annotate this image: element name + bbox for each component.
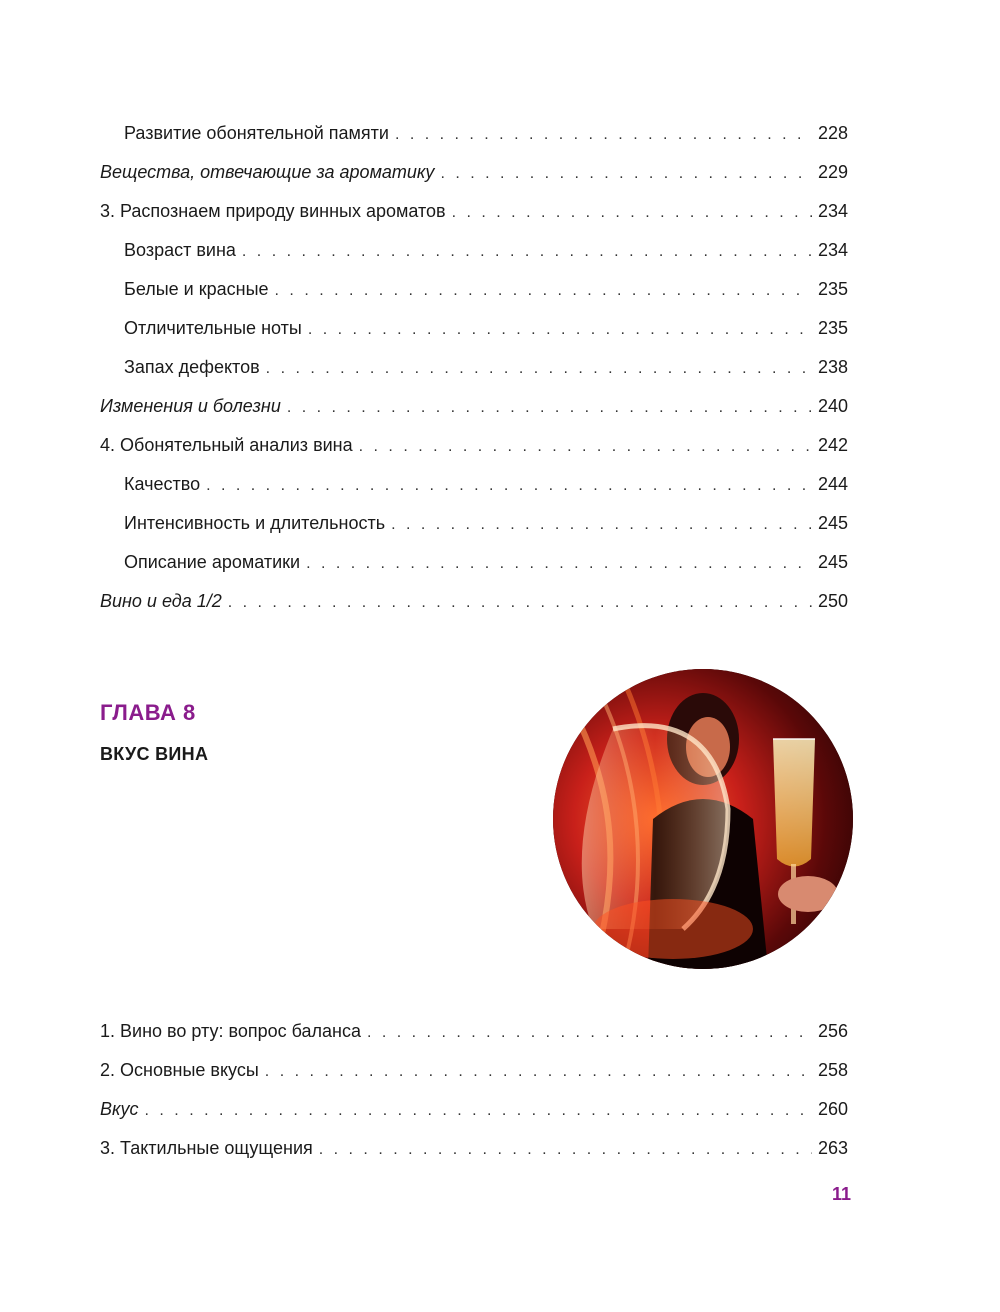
toc-entry-title: 4. Обонятельный анализ вина: [100, 435, 353, 455]
toc-entry: [100, 153, 848, 192]
chapter-photo: [553, 669, 853, 969]
toc-leader-dots: [395, 115, 812, 153]
toc-entry-title: 3. Тактильные ощущения: [100, 1138, 313, 1158]
toc-entry-title: Вино и еда 1/2: [100, 591, 222, 611]
toc-leader-dots: [266, 349, 812, 387]
toc-entry-title: Описание ароматики: [124, 552, 301, 572]
toc-entry: [100, 387, 848, 426]
toc-leader-dots: [287, 388, 812, 426]
toc-entry: [100, 582, 848, 621]
toc-entry: [100, 1012, 848, 1051]
toc-entry-page: 263: [817, 1138, 848, 1158]
toc-entry-page: 234: [817, 240, 848, 260]
toc-leader-dots: [306, 544, 812, 582]
toc-entry: [100, 270, 848, 309]
toc-entry: [100, 465, 848, 504]
toc-entry: [100, 543, 848, 582]
chapter-number: ГЛАВА 8: [100, 700, 196, 725]
toc-entry-page: 240: [817, 396, 848, 416]
toc-section-bottom: [100, 1012, 848, 1168]
toc-entry-title: Интенсивность и длительность: [124, 513, 386, 533]
toc-leader-dots: [265, 1052, 812, 1090]
toc-leader-dots: [440, 154, 812, 192]
toc-entry: [100, 1090, 848, 1129]
toc-entry-page: 250: [817, 591, 848, 611]
toc-leader-dots: [206, 466, 812, 504]
toc-entry-title: 3. Распознаем природу винных ароматов: [100, 201, 446, 221]
toc-entry: [100, 426, 848, 465]
toc-entry-title: Возраст вина: [124, 240, 236, 260]
toc-entry: [100, 504, 848, 543]
toc-entry-page: 242: [817, 435, 848, 455]
toc-leader-dots: [367, 1013, 812, 1051]
toc-entry-page: 235: [817, 279, 848, 299]
chapter-title: ВКУС ВИНА: [100, 744, 209, 764]
toc-entry: [100, 192, 848, 231]
page-number: 11: [832, 1184, 852, 1204]
toc-entry-title: 2. Основные вкусы: [100, 1060, 259, 1080]
toc-entry: [100, 1129, 848, 1168]
toc-entry-title: Изменения и болезни: [100, 396, 281, 416]
toc-entry-page: 245: [817, 552, 848, 572]
toc-entry-title: Белые и красные: [124, 279, 269, 299]
toc-entry-page: 234: [817, 201, 848, 221]
toc-entry-title: Вещества, отвечающие за ароматику: [100, 162, 435, 182]
toc-entry-title: 1. Вино во рту: вопрос баланса: [100, 1021, 361, 1041]
toc-entry-title: Запах дефектов: [124, 357, 260, 377]
toc-entry-page: 229: [817, 162, 848, 182]
toc-entry: [100, 348, 848, 387]
toc-entry-page: 244: [817, 474, 848, 494]
toc-leader-dots: [242, 232, 812, 270]
toc-entry-page: 258: [817, 1060, 848, 1080]
toc-leader-dots: [228, 583, 812, 621]
toc-leader-dots: [359, 427, 812, 465]
toc-entry-title: Развитие обонятельной памяти: [124, 123, 389, 143]
toc-leader-dots: [391, 505, 812, 543]
toc-entry-page: 238: [817, 357, 848, 377]
toc-entry-page: 256: [817, 1021, 848, 1041]
toc-leader-dots: [319, 1130, 812, 1168]
toc-leader-dots: [275, 271, 812, 309]
toc-section-top: [100, 114, 848, 621]
toc-leader-dots: [452, 193, 812, 231]
toc-entry: [100, 309, 848, 348]
toc-entry-title: Вкус: [100, 1099, 139, 1119]
toc-entry: [100, 114, 848, 153]
toc-leader-dots: [308, 310, 812, 348]
toc-entry: [100, 231, 848, 270]
toc-entry: [100, 1051, 848, 1090]
toc-leader-dots: [145, 1091, 812, 1129]
toc-entry-title: Отличительные ноты: [124, 318, 302, 338]
toc-entry-page: 235: [817, 318, 848, 338]
toc-entry-page: 245: [817, 513, 848, 533]
toc-entry-page: 260: [817, 1099, 848, 1119]
toc-entry-page: 228: [817, 123, 848, 143]
toc-entry-title: Качество: [124, 474, 201, 494]
